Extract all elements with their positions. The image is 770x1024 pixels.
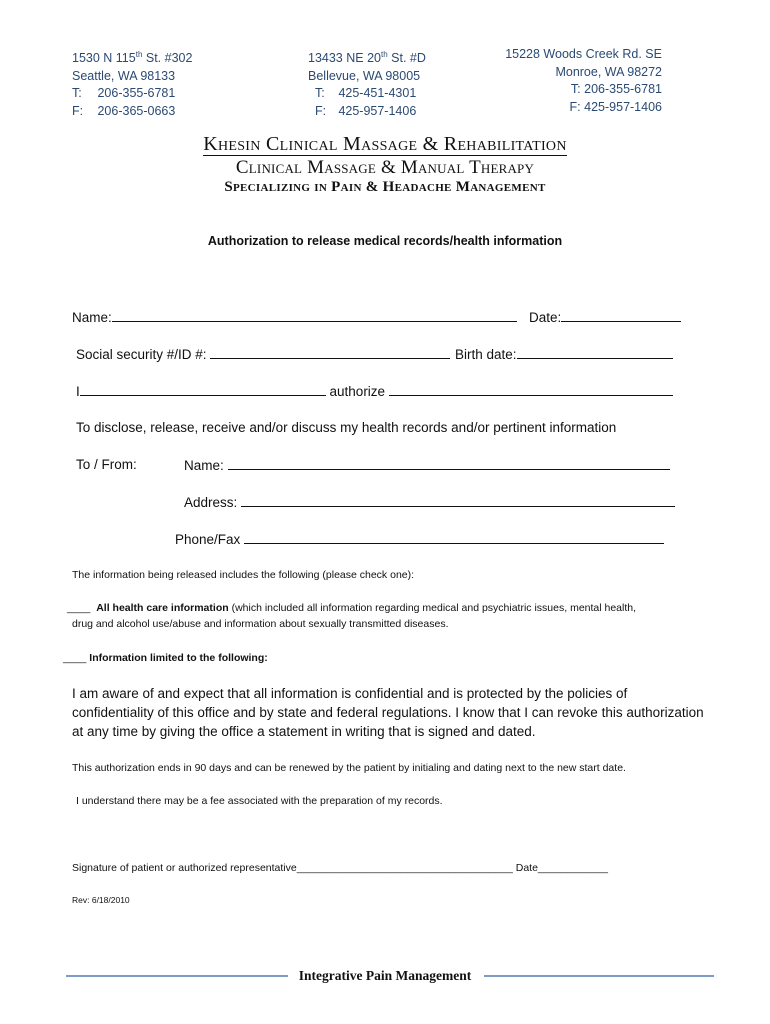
- recipient-address-label: Address:: [184, 495, 238, 510]
- address-city: Monroe, WA 98272: [555, 64, 662, 79]
- date-field[interactable]: [561, 309, 681, 322]
- signature-label: Signature of patient or authorized representative: [72, 862, 297, 874]
- address-fax: F: 425-957-1406: [314, 103, 417, 118]
- address-fax: F: 206-365-0663: [72, 103, 176, 118]
- birth-date-row: [455, 346, 673, 362]
- recipient-name-label: Name:: [184, 458, 224, 473]
- address-city: Seattle, WA 98133: [72, 68, 176, 83]
- address-fax: F: 425-957-1406: [569, 99, 662, 114]
- signature-row: [72, 860, 608, 876]
- option-all-line1: ____ All health care information (which included all information regarding medical and psychiatric issues, mental health,: [67, 602, 637, 614]
- option-limited: [63, 650, 268, 666]
- recipient-phone-label: Phone/Fax: [175, 532, 241, 547]
- authorized-party-field[interactable]: [389, 383, 673, 396]
- expiry-statement: This authorization ends in 90 days and can be renewed by the patient by initialing and dating next to the new start date.: [72, 762, 626, 774]
- option-limited-label: Information limited to the following:: [89, 652, 268, 664]
- address-block-bellevue: [308, 46, 426, 120]
- name-field[interactable]: [112, 309, 517, 322]
- address-street: 15228 Woods Creek Rd. SE: [505, 47, 662, 61]
- signature-date-label: Date: [515, 862, 538, 874]
- address-phone: T: 206-355-6781: [570, 82, 662, 96]
- ssn-field[interactable]: [210, 346, 450, 359]
- recipient-address-field[interactable]: [241, 494, 675, 507]
- signature-date-field[interactable]: ____________: [537, 862, 608, 874]
- address-phone: T: 425-451-4301: [314, 86, 417, 101]
- address-street: 13433 NE 20th St. #D: [308, 50, 426, 66]
- recipient-phone-row: [175, 531, 664, 547]
- authorize-label: authorize: [329, 384, 386, 399]
- birth-date-field[interactable]: [517, 346, 673, 359]
- address-block-seattle: [72, 46, 192, 120]
- date-label: Date:: [529, 310, 562, 325]
- signature-field[interactable]: _____________________________________: [296, 862, 513, 874]
- to-from-label: To / From:: [76, 457, 137, 472]
- recipient-name-field[interactable]: [228, 457, 670, 470]
- clinic-specialty: Specializing in Pain & Headache Management: [224, 179, 546, 195]
- fee-statement: I understand there may be a fee associated with the preparation of my records.: [76, 795, 443, 807]
- birth-date-label: Birth date:: [455, 347, 517, 362]
- name-row: [72, 309, 517, 325]
- option-limited-checkbox[interactable]: ____: [63, 652, 87, 664]
- ssn-label: Social security #/ID #:: [76, 347, 207, 362]
- confidentiality-statement: I am aware of and expect that all information is confidential and is protected by the policies of confidentiality of this office and by state and federal regulations. I know that I can revoke this authorization at any time by giving the office a statement in writing that is signed and dated.: [72, 686, 704, 739]
- name-label: Name:: [72, 310, 112, 325]
- address-phone: T: 206-355-6781: [72, 86, 176, 101]
- address-city: Bellevue, WA 98005: [308, 68, 421, 83]
- authorize-row: [76, 383, 673, 399]
- recipient-phone-field[interactable]: [244, 531, 664, 544]
- clinic-subtitle: Clinical Massage & Manual Therapy: [235, 157, 535, 178]
- option-all-line2: drug and alcohol use/abuse and information about sexually transmitted diseases.: [72, 618, 449, 630]
- option-all-label: All health care information: [96, 602, 229, 614]
- form-title: Authorization to release medical records/health information: [207, 234, 563, 248]
- footer-title: Integrative Pain Management: [298, 968, 472, 983]
- patient-name-field[interactable]: [80, 383, 326, 396]
- recipient-address-row: [184, 494, 675, 510]
- option-all-checkbox[interactable]: ____: [67, 602, 91, 614]
- address-block-monroe: [480, 46, 662, 116]
- date-row: [529, 309, 681, 325]
- revision-date: Rev: 6/18/2010: [72, 895, 130, 905]
- disclose-text: To disclose, release, receive and/or discuss my health records and/or pertinent information: [76, 420, 617, 435]
- info-intro: The information being released includes the following (please check one):: [72, 569, 415, 581]
- clinic-name: Khesin Clinical Massage & Rehabilitation: [203, 133, 567, 155]
- i-label: I: [76, 384, 80, 399]
- recipient-name-row: [184, 457, 670, 473]
- ssn-row: [76, 346, 450, 362]
- address-street: 1530 N 115th St. #302: [72, 50, 193, 66]
